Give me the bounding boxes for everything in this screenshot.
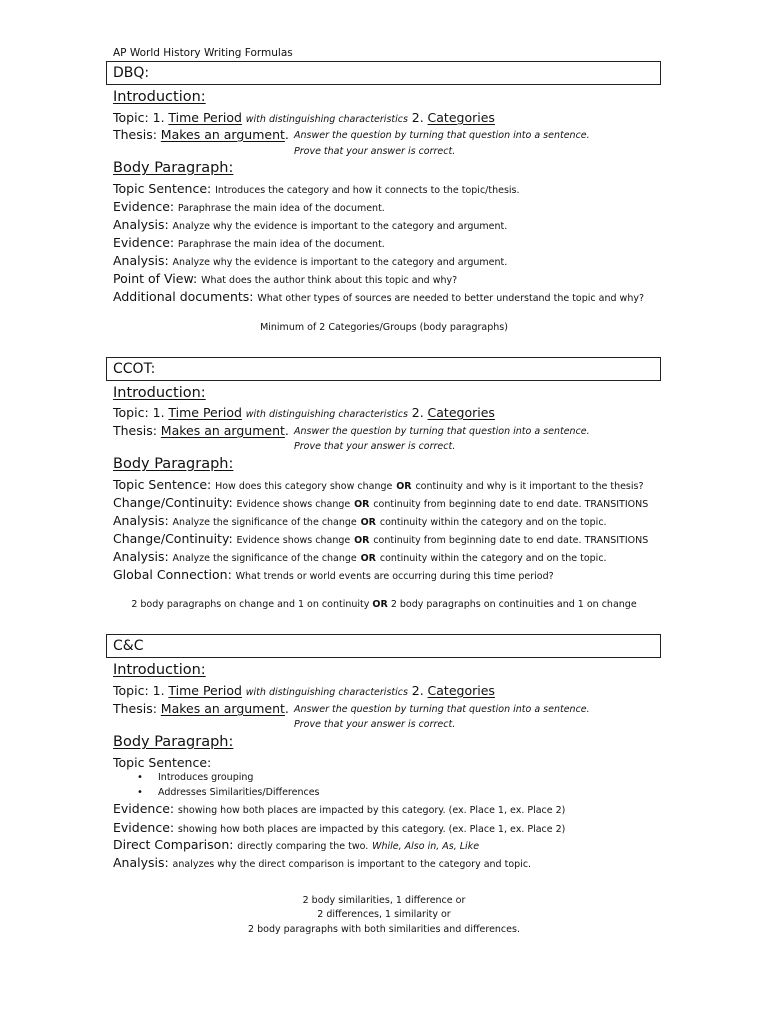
categories-label: Categories	[427, 110, 495, 125]
examples-text: While, Also in, As, Like	[372, 841, 480, 852]
label: Change/Continuity:	[113, 531, 233, 546]
ccot-section-header: CCOT:	[106, 357, 661, 381]
text: Paraphrase the main idea of the document.	[177, 239, 385, 250]
footer-text: 2 body paragraphs on change and 1 on continuity	[131, 599, 370, 610]
label: Point of View:	[113, 271, 198, 286]
dbq-introduction-heading: Introduction:	[113, 89, 206, 105]
text: directly comparing the two.	[237, 841, 369, 852]
label: Analysis:	[113, 217, 169, 232]
label: Topic Sentence:	[113, 181, 212, 196]
text: Paraphrase the main idea of the document.	[177, 203, 385, 214]
time-period-label: Time Period	[168, 405, 242, 420]
text: continuity from beginning date to end date. TRANSITIONS	[373, 535, 649, 546]
label: Change/Continuity:	[113, 495, 233, 510]
categories-label: Categories	[427, 683, 495, 698]
label: Evidence:	[113, 801, 175, 816]
label: Analysis:	[113, 549, 169, 564]
cc-evidence-line-2	[113, 820, 565, 835]
ccot-change-line-2	[113, 531, 648, 546]
cc-evidence-line-1	[113, 801, 565, 816]
or-text: OR	[354, 499, 370, 510]
dbq-answer-note: Answer the question by turning that question into a sentence.	[294, 130, 590, 141]
text: Evidence shows change	[236, 499, 351, 510]
bullet-item-1: Introduces grouping	[158, 772, 254, 783]
or-text: OR	[396, 481, 412, 492]
dbq-analysis-line-2	[113, 253, 507, 268]
two-label: 2.	[411, 405, 424, 420]
text: analyzes why the direct comparison is important to the category and topic.	[172, 859, 532, 870]
text: continuity within the category and on the topic.	[379, 517, 607, 528]
cc-body-heading: Body Paragraph:	[113, 734, 234, 750]
dbq-analysis-line-1	[113, 217, 507, 232]
footer-text: 2 body paragraphs on continuities and 1 on change	[390, 599, 637, 610]
cc-direct-line	[113, 837, 479, 852]
text: What trends or world events are occurring during this time period?	[235, 571, 554, 582]
ccot-footer	[0, 599, 768, 610]
ccot-topic-line	[113, 405, 495, 420]
ccot-global-line	[113, 567, 554, 582]
dbq-evidence-line-1	[113, 199, 385, 214]
topic-label: Topic: 1.	[113, 683, 165, 698]
cc-answer-note: Answer the question by turning that question into a sentence.	[294, 704, 590, 715]
cc-prove-note: Prove that your answer is correct.	[294, 719, 456, 730]
dbq-prove-note: Prove that your answer is correct.	[294, 146, 456, 157]
period: .	[284, 701, 289, 716]
label: Global Connection:	[113, 567, 232, 582]
or-text: OR	[360, 553, 377, 564]
cc-analysis-line	[113, 855, 531, 870]
text: Analyze the significance of the change	[172, 517, 357, 528]
distinguishing-text: with distinguishing characteristics	[245, 114, 408, 125]
bullet-icon: •	[137, 772, 143, 783]
cc-footer-line-2: 2 differences, 1 similarity or	[317, 909, 451, 920]
period: .	[284, 423, 289, 438]
ccot-prove-note: Prove that your answer is correct.	[294, 441, 456, 452]
distinguishing-text: with distinguishing characteristics	[245, 409, 408, 420]
label: Analysis:	[113, 253, 169, 268]
ccot-thesis-line	[113, 423, 289, 438]
text: What other types of sources are needed to better understand the topic and why?	[257, 293, 645, 304]
two-label: 2.	[411, 683, 424, 698]
text: continuity from beginning date to end date. TRANSITIONS	[373, 499, 649, 510]
label: Evidence:	[113, 820, 175, 835]
time-period-label: Time Period	[168, 683, 242, 698]
text: Evidence shows change	[236, 535, 351, 546]
text: showing how both places are impacted by this category. (ex. Place 1, ex. Place 2)	[177, 805, 566, 816]
label: Evidence:	[113, 199, 175, 214]
makes-argument-label: Makes an argument	[160, 701, 285, 716]
text: What does the author think about this topic and why?	[201, 275, 458, 286]
cc-topic-sentence-line	[113, 755, 211, 770]
document-title: AP World History Writing Formulas	[113, 47, 293, 59]
time-period-label: Time Period	[168, 110, 242, 125]
dbq-section-header: DBQ:	[106, 61, 661, 85]
label: Additional documents:	[113, 289, 254, 304]
topic-label: Topic: 1.	[113, 110, 165, 125]
text: continuity within the category and on the topic.	[379, 553, 607, 564]
or-text: OR	[372, 599, 388, 610]
thesis-label: Thesis:	[113, 127, 157, 142]
text: Analyze why the evidence is important to the category and argument.	[172, 221, 508, 232]
text: showing how both places are impacted by this category. (ex. Place 1, ex. Place 2)	[177, 824, 566, 835]
dbq-body-heading: Body Paragraph:	[113, 160, 234, 176]
makes-argument-label: Makes an argument	[160, 127, 285, 142]
text: continuity and why is it important to the thesis?	[415, 481, 644, 492]
bullet-item-2: Addresses Similarities/Differences	[158, 787, 320, 798]
text: Introduces the category and how it connects to the topic/thesis.	[215, 185, 520, 196]
label: Topic Sentence:	[113, 755, 212, 770]
label: Direct Comparison:	[113, 837, 234, 852]
or-text: OR	[354, 535, 370, 546]
cc-footer-line-3: 2 body paragraphs with both similarities and differences.	[248, 924, 520, 935]
dbq-additional-line	[113, 289, 644, 304]
ccot-body-heading: Body Paragraph:	[113, 456, 234, 472]
dbq-pov-line	[113, 271, 457, 286]
text: Analyze why the evidence is important to the category and argument.	[172, 257, 508, 268]
categories-label: Categories	[427, 405, 495, 420]
distinguishing-text: with distinguishing characteristics	[245, 687, 408, 698]
thesis-label: Thesis:	[113, 701, 157, 716]
cc-section-header: C&C	[106, 634, 661, 658]
bullet-icon: •	[137, 787, 143, 798]
label: Evidence:	[113, 235, 175, 250]
text: How does this category show change	[215, 481, 393, 492]
cc-introduction-heading: Introduction:	[113, 662, 206, 678]
ccot-introduction-heading: Introduction:	[113, 385, 206, 401]
text: Analyze the significance of the change	[172, 553, 357, 564]
ccot-analysis-line-1	[113, 513, 607, 528]
dbq-topic-sentence-line	[113, 181, 520, 196]
cc-thesis-line	[113, 701, 289, 716]
period: .	[284, 127, 289, 142]
label: Analysis:	[113, 855, 169, 870]
cc-topic-line	[113, 683, 495, 698]
makes-argument-label: Makes an argument	[160, 423, 285, 438]
dbq-topic-line	[113, 110, 495, 125]
cc-footer-line-1: 2 body similarities, 1 difference or	[302, 895, 466, 906]
topic-label: Topic: 1.	[113, 405, 165, 420]
label: Analysis:	[113, 513, 169, 528]
dbq-evidence-line-2	[113, 235, 385, 250]
ccot-change-line-1	[113, 495, 648, 510]
ccot-answer-note: Answer the question by turning that question into a sentence.	[294, 426, 590, 437]
label: Topic Sentence:	[113, 477, 212, 492]
ccot-topic-sentence-line	[113, 477, 644, 492]
or-text: OR	[360, 517, 377, 528]
dbq-footer: Minimum of 2 Categories/Groups (body paragraphs)	[260, 322, 508, 333]
thesis-label: Thesis:	[113, 423, 157, 438]
ccot-analysis-line-2	[113, 549, 607, 564]
dbq-thesis-line	[113, 127, 289, 142]
two-label: 2.	[411, 110, 424, 125]
